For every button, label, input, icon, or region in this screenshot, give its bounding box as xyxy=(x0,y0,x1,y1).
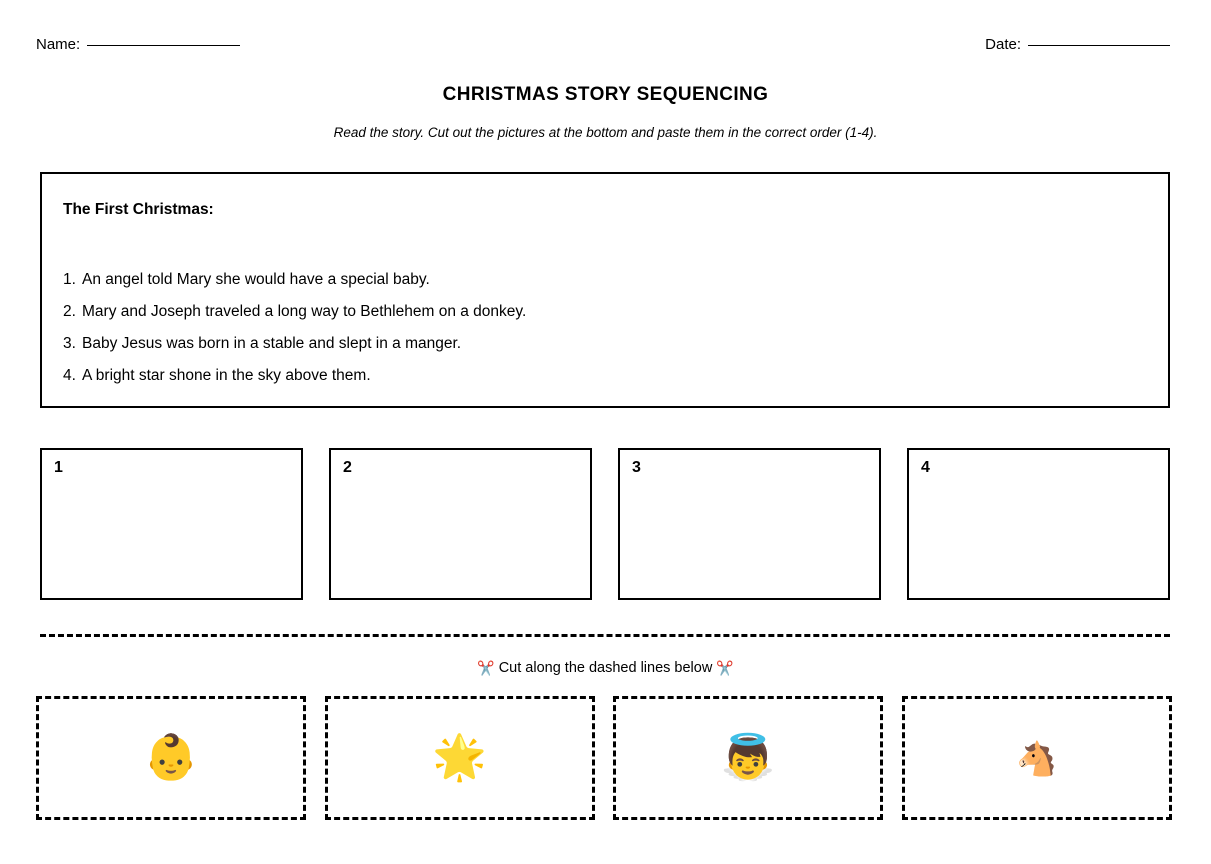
answer-box-2[interactable] xyxy=(329,448,592,600)
story-line-text: A bright star shone in the sky above them. xyxy=(82,367,371,384)
story-box xyxy=(40,172,1170,408)
baby-emoji: 👶 xyxy=(143,733,199,782)
story-line-number: 1. xyxy=(63,271,76,288)
story-line-text: Baby Jesus was born in a stable and slept in a manger. xyxy=(82,335,462,352)
cutout-card-4[interactable] xyxy=(902,696,1172,820)
story-line-text: Mary and Joseph traveled a long way to Bethlehem on a donkey. xyxy=(82,303,527,320)
cut-instruction-label: Cut along the dashed lines below xyxy=(498,660,713,676)
answer-box-row xyxy=(40,448,1170,600)
story-line-number: 2. xyxy=(63,303,76,320)
cutout-card-2[interactable] xyxy=(325,696,595,820)
date-field-group xyxy=(985,36,1170,54)
horse-face-emoji: 🐴 xyxy=(1016,739,1058,777)
story-line xyxy=(63,360,1152,392)
cut-instruction xyxy=(0,658,1211,678)
name-label: Name: xyxy=(36,36,81,53)
date-write-line[interactable] xyxy=(1028,45,1170,46)
name-write-line[interactable] xyxy=(87,45,240,46)
answer-box-number: 2 xyxy=(343,459,352,476)
story-line xyxy=(63,328,1152,360)
page-subtitle: Read the story. Cut out the pictures at the bottom and paste them in the correct order (1-4). xyxy=(333,125,878,140)
answer-box-number: 4 xyxy=(921,459,930,476)
story-line xyxy=(63,264,1152,296)
answer-box-3[interactable] xyxy=(618,448,881,600)
cutout-card-3[interactable] xyxy=(613,696,883,820)
story-line-text: An angel told Mary she would have a special baby. xyxy=(82,271,430,288)
page-title: CHRISTMAS STORY SEQUENCING xyxy=(442,84,769,105)
cut-separator-line xyxy=(40,634,1170,637)
baby-angel-emoji: 👼 xyxy=(720,733,776,782)
answer-box-4[interactable] xyxy=(907,448,1170,600)
scissors-icon: ✂️ xyxy=(477,660,495,676)
cutout-card-row xyxy=(36,696,1172,820)
answer-box-number: 1 xyxy=(54,459,63,476)
story-line xyxy=(63,296,1152,328)
cutout-card-1[interactable] xyxy=(36,696,306,820)
story-list xyxy=(63,264,1152,392)
glowing-star-emoji: 🌟 xyxy=(432,733,488,782)
name-field-group xyxy=(36,36,240,54)
date-label: Date: xyxy=(985,36,1021,53)
scissors-icon: ✂️ xyxy=(716,660,734,676)
worksheet-header xyxy=(0,36,1211,60)
story-line-number: 4. xyxy=(63,367,76,384)
answer-box-number: 3 xyxy=(632,459,641,476)
story-line-number: 3. xyxy=(63,335,76,352)
story-heading: The First Christmas: xyxy=(63,201,214,218)
answer-box-1[interactable] xyxy=(40,448,303,600)
